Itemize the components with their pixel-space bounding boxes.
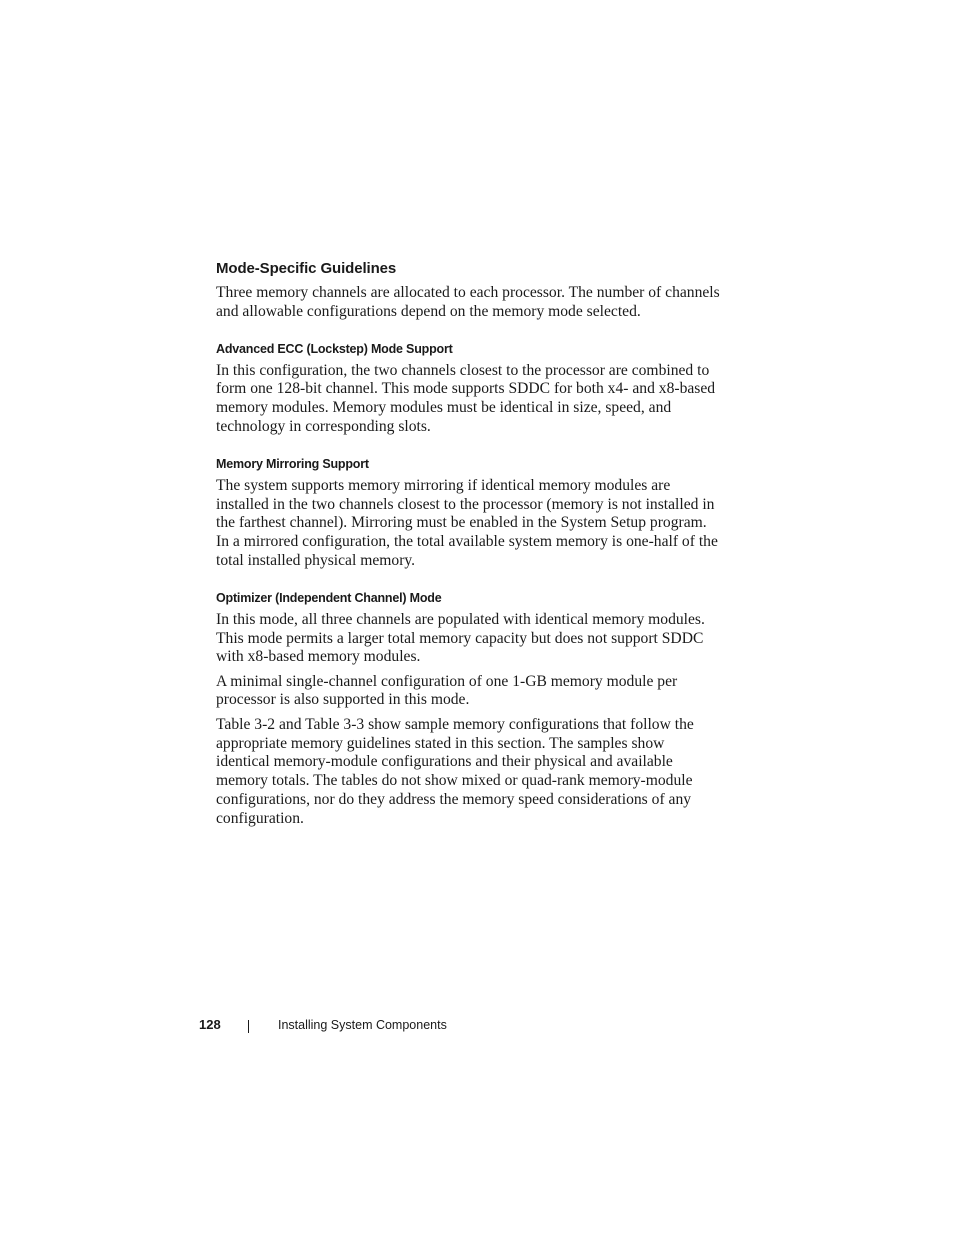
intro-paragraph: Three memory channels are allocated to each processor. The number of channels and allowable configurations depend on the memory mode selected.: [216, 284, 720, 320]
optimizer-paragraph-2: A minimal single-channel configuration of one 1-GB memory module per processor is also supported in this mode.: [216, 672, 678, 709]
subsection-heading-optimizer: Optimizer (Independent Channel) Mode: [216, 590, 442, 605]
section-heading: Mode-Specific Guidelines: [216, 260, 397, 277]
page-number: 128: [199, 1017, 221, 1032]
optimizer-paragraph-3: Table 3-2 and Table 3-3 show sample memory configurations that follow the appropriate memory guidelines stated in this section. The samples show identical memory-module configurations and their physical and available memory totals. The tables do not show mixed or quad-rank memory-module configurations, nor do they address the memory speed considerations of any configuration.: [216, 715, 694, 827]
footer-separator: [248, 1020, 249, 1033]
lockstep-paragraph: In this configuration, the two channels closest to the processor are combined to form one 128-bit channel. This mode supports SDDC for both x4- and x8-based memory modules. Memory modules must be identical in size, speed, and technology in corresponding slots.: [216, 361, 716, 435]
subsection-heading-mirroring: Memory Mirroring Support: [216, 456, 369, 471]
main-content: [216, 258, 721, 834]
optimizer-paragraph-1: In this mode, all three channels are populated with identical memory modules. This mode permits a larger total memory capacity but does not support SDDC with x8-based memory modules.: [216, 610, 705, 666]
mirroring-paragraph: The system supports memory mirroring if identical memory modules are installed in the two channels closest to the processor (memory is not installed in the farthest channel). Mirroring must be enabled in the System Setup program. In a mirrored configuration, the total available system memory is one-half of the total installed physical memory.: [216, 476, 718, 569]
subsection-heading-lockstep: Advanced ECC (Lockstep) Mode Support: [216, 341, 453, 356]
running-title: Installing System Components: [278, 1018, 447, 1032]
